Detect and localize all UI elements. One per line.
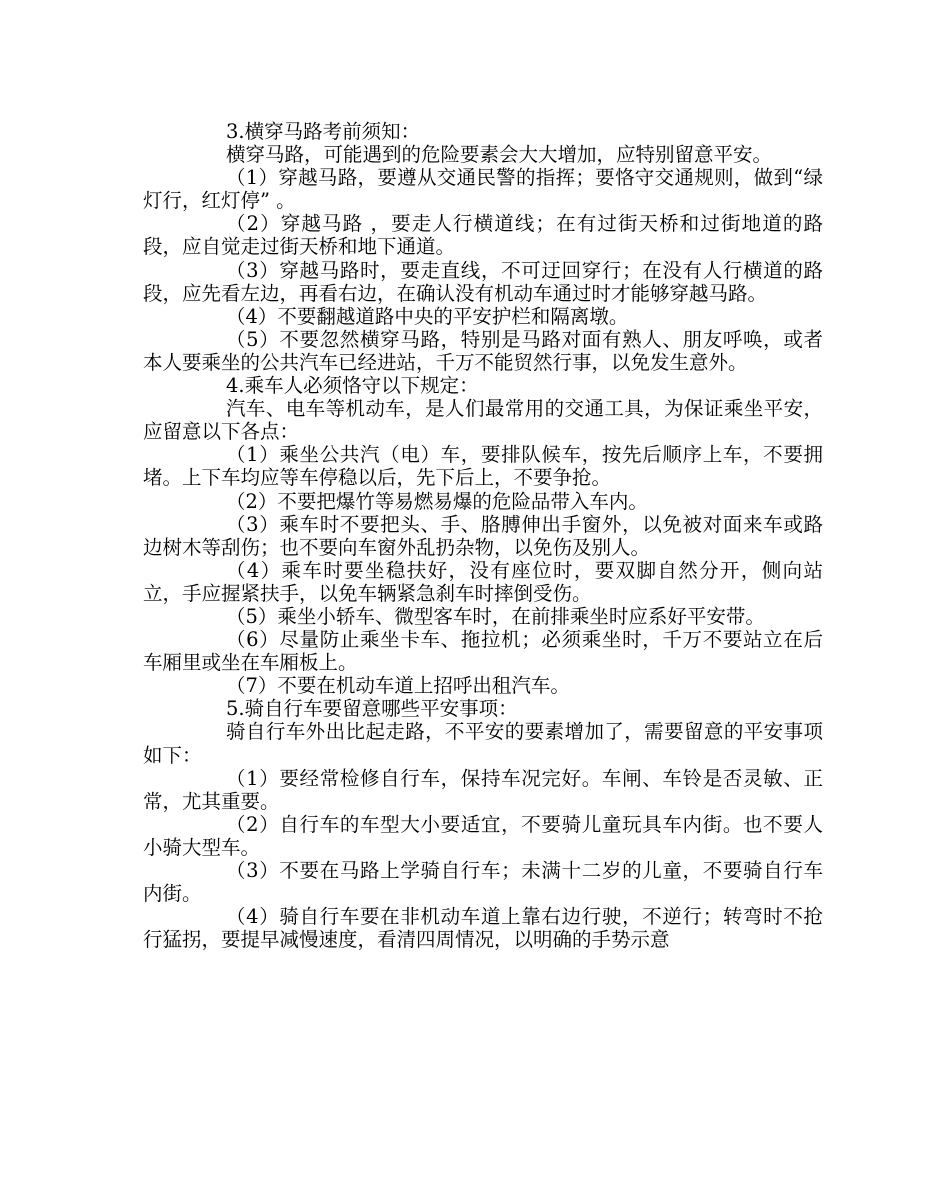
list-item: （4）不要翻越道路中央的平安护栏和隔离墩。	[226, 304, 629, 328]
list-item: （3）乘车时不要把头、手、胳膊伸出手窗外，以免被对面来车或路边树木等刮伤；也不要向车窗外乱扔杂物，以免伤及别人。	[143, 512, 823, 559]
list-item: （1）要经常检修自行车，保持车况完好。车闸、车铃是否灵敏、正常，尤其重要。	[143, 766, 823, 813]
section-intro: 汽车、电车等机动车，是人们最常用的交通工具，为保证乘坐平安，应留意以下各点：	[143, 397, 823, 444]
section-heading: 3.横穿马路考前须知：	[226, 120, 421, 143]
list-item: （2）穿越马路 ，要走人行横道线；在有过街天桥和过街地道的路段，应自觉走过街天桥和地下通道。	[143, 212, 823, 259]
list-item: （1）乘坐公共汽（电）车，要排队候车，按先后顺序上车，不要拥堵。上下车均应等车停稳以后，先下后上，不要争抢。	[143, 443, 823, 490]
list-item: （3）不要在马路上学骑自行车；未满十二岁的儿童，不要骑自行车内街。	[143, 859, 823, 906]
document-page	[143, 120, 823, 951]
list-item: （3）穿越马路时，要走直线，不可迂回穿行；在没有人行横道的路段，应先看左边，再看右边，在确认没有机动车通过时才能够穿越马路。	[143, 258, 823, 305]
list-item: （7）不要在机动车道上招呼出租汽车。	[226, 674, 570, 698]
section-heading: 5.骑自行车要留意哪些平安事项：	[226, 697, 518, 721]
list-item: （6）尽量防止乘坐卡车、拖拉机；必须乘坐时，千万不要站立在后车厢里或坐在车厢板上。	[143, 628, 823, 675]
list-item: （4）骑自行车要在非机动车道上靠右边行驶，不逆行；转弯时不抢行猛拐，要提早减慢速度，看清四周情况，以明确的手势示意	[143, 905, 823, 952]
list-item: （5）不要忽然横穿马路，特别是马路对面有熟人、朋友呼唤，或者本人要乘坐的公共汽车已经进站，千万不能贸然行事，以免发生意外。	[143, 327, 823, 374]
list-item: （2）不要把爆竹等易燃易爆的危险品带入车内。	[226, 489, 648, 513]
list-item: （4）乘车时要坐稳扶好，没有座位时，要双脚自然分开，侧向站立，手应握紧扶手，以免车辆紧急刹车时摔倒受伤。	[143, 558, 823, 605]
section-heading: 4.乘车人必须恪守以下规定：	[226, 374, 479, 398]
section-intro: 骑自行车外出比起走路，不平安的要素增加了，需要留意的平安事项如下：	[143, 720, 823, 767]
list-item: （5）乘坐小轿车、微型客车时，在前排乘坐时应系好平安带。	[226, 604, 765, 628]
list-item: （1）穿越马路，要遵从交通民警的指挥；要恪守交通规则，做到“绿灯行，红灯停” 。	[143, 166, 823, 213]
section-intro: 横穿马路，可能遇到的危险要素会大大增加，应特别留意平安。	[226, 143, 773, 167]
list-item: （2）自行车的车型大小要适宜，不要骑儿童玩具车内街。也不要人小骑大型车。	[143, 812, 823, 859]
